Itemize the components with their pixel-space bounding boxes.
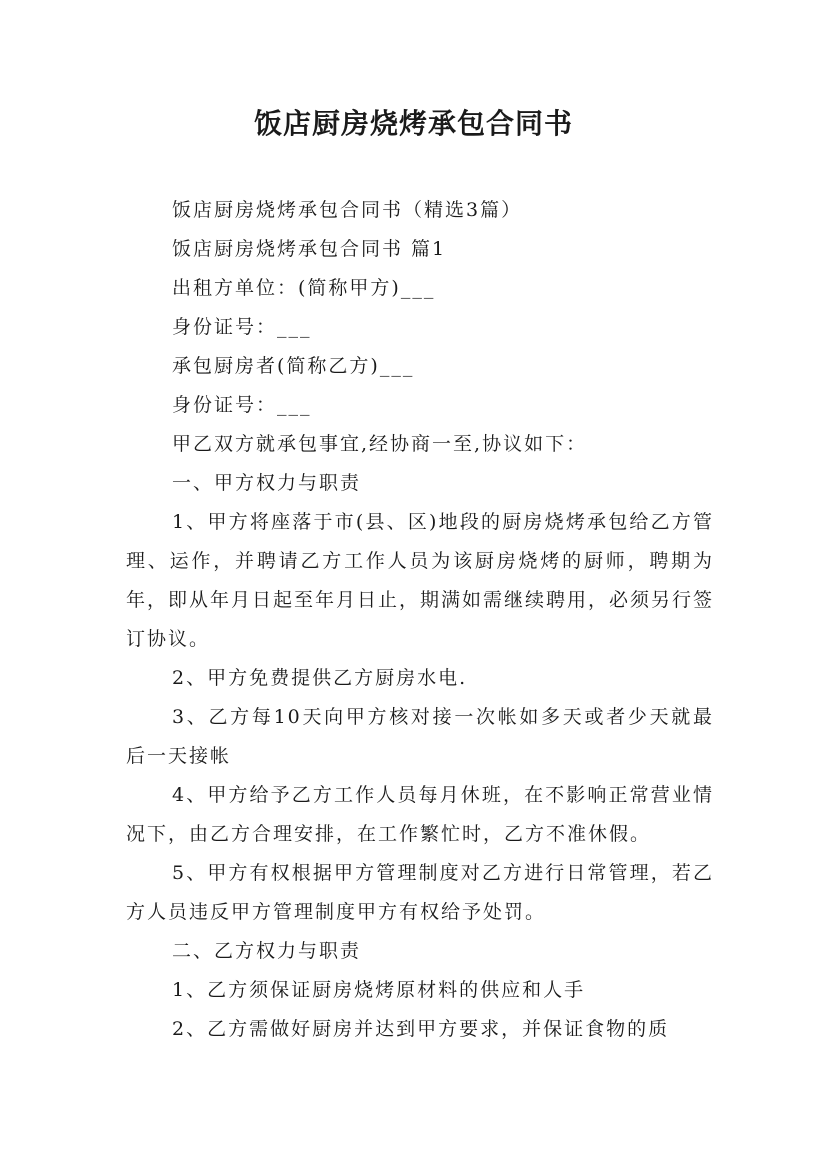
paragraph-party-b-clause-1: 1、乙方须保证厨房烧烤原材料的供应和人手 xyxy=(172,979,586,1001)
paragraph-lessor-id: 身份证号：___ xyxy=(172,316,312,338)
document-body xyxy=(126,191,714,1049)
document-title: 饭店厨房烧烤承包合同书 xyxy=(253,107,573,140)
paragraph-party-a-clause-2: 2、甲方免费提供乙方厨房水电. xyxy=(172,667,468,689)
paragraph-party-a-clause-3: 3、乙方每10天向甲方核对接一次帐如多天或者少天就最后一天接帐 xyxy=(126,706,714,767)
paragraph-lessor: 出租方单位：(简称甲方)___ xyxy=(172,277,436,299)
paragraph-party-a-clause-1: 1、甲方将座落于市(县、区)地段的厨房烧烤承包给乙方管理、运作，并聘请乙方工作人员为该厨房烧烤的厨师，聘期为年，即从年月日起至年月日止，期满如需继续聘用，必须另行签订协议。 xyxy=(126,511,715,650)
paragraph-contractor-id: 身份证号：___ xyxy=(172,394,312,416)
paragraph-section-heading: 饭店厨房烧烤承包合同书 篇1 xyxy=(172,238,447,260)
paragraph-party-a-clause-4: 4、甲方给予乙方工作人员每月休班，在不影响正常营业情况下，由乙方合理安排，在工作繁忙时，乙方不准休假。 xyxy=(126,784,714,845)
paragraph-contractor: 承包厨房者(简称乙方)___ xyxy=(172,355,415,377)
paragraph-subtitle: 饭店厨房烧烤承包合同书（精选3篇） xyxy=(172,199,523,221)
paragraph-party-b-heading: 二、乙方权力与职责 xyxy=(172,940,362,962)
paragraph-party-b-clause-2: 2、乙方需做好厨房并达到甲方要求，并保证食物的质 xyxy=(172,1018,670,1040)
paragraph-agreement-intro: 甲乙双方就承包事宜,经协商一至,协议如下： xyxy=(172,433,588,455)
paragraph-party-a-clause-5: 5、甲方有权根据甲方管理制度对乙方进行日常管理，若乙方人员违反甲方管理制度甲方有权给予处罚。 xyxy=(126,862,714,923)
paragraph-party-a-heading: 一、甲方权力与职责 xyxy=(172,472,362,494)
